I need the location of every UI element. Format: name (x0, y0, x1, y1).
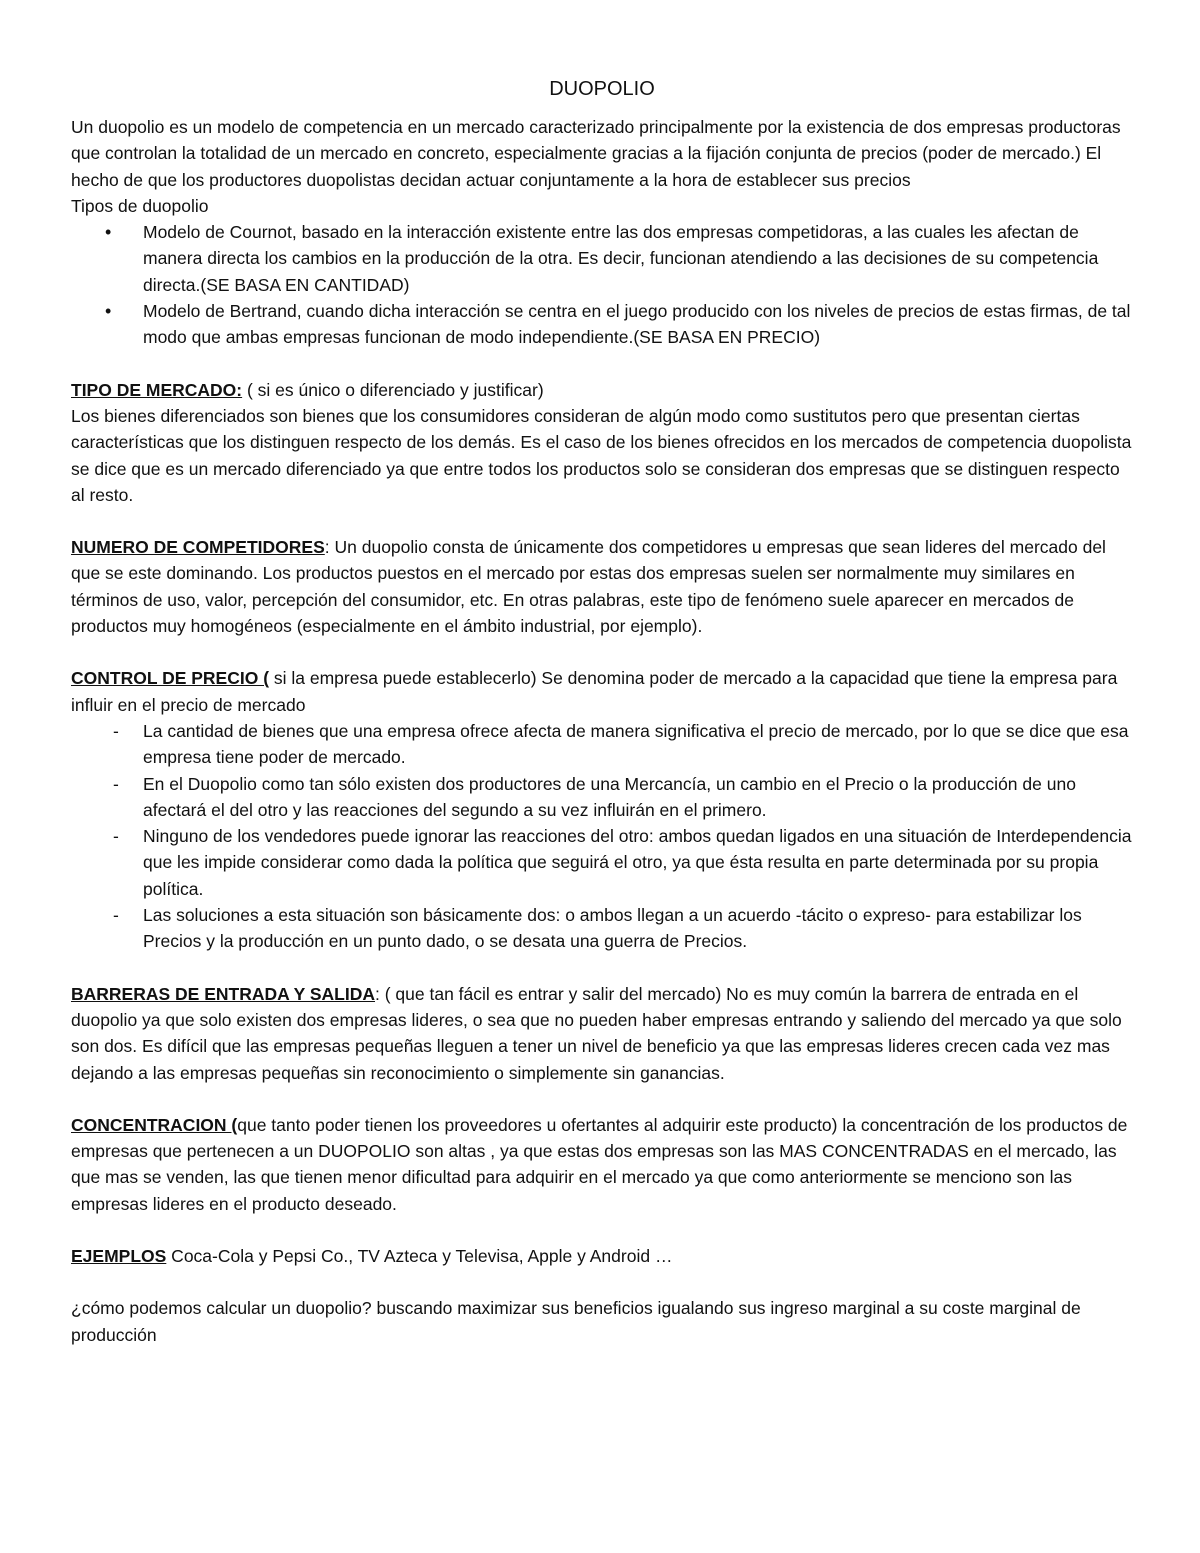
types-label: Tipos de duopolio (71, 195, 209, 216)
examples-section (71, 1243, 1133, 1269)
list-item: - En el Duopolio como tan sólo existen dos productores de una Mercancía, un cambio en el Precio o la producción de uno afectará el del otro y las reacciones del segundo a su vez influirán en el primero. (143, 771, 1133, 824)
concentration-heading: CONCENTRACION ( (71, 1114, 238, 1135)
list-item: • Modelo de Bertrand, cuando dicha interacción se centra en el juego producido con los niveles de precios de estas firmas, de tal modo que ambas empresas funcionan de modo independiente.(SE BASA EN PRECIO) (143, 298, 1133, 351)
barriers-body: : ( que tan fácil es entrar y salir del mercado) No es muy común la barrera de entrada en el duopolio ya que solo existen dos empresas lideres, o sea que no pueden haber empresas entrando y saliendo del mercado ya que solo son dos. Es difícil que las empresas pequeñas lleguen a tener un nivel de beneficio ya que las empresas lideres crecen cada vez mas dejando a las empresas pequeñas sin reconocimiento o simplemente sin ganancias. (71, 983, 1122, 1083)
list-item: - La cantidad de bienes que una empresa ofrece afecta de manera significativa el precio de mercado, por lo que se dice que esa empresa tiene poder de mercado. (143, 718, 1133, 771)
document-page (71, 74, 1133, 1348)
market-type-section (71, 377, 1133, 403)
market-type-subtitle: ( si es único o diferenciado y justificar) (242, 379, 544, 400)
list-item: - Ninguno de los vendedores puede ignorar las reacciones del otro: ambos quedan ligados en una situación de Interdependencia que les impide considerar como dada la política que seguirá el otro, ya que ésta resulta en parte determinada por su propia política. (143, 823, 1133, 902)
examples-heading: EJEMPLOS (71, 1245, 167, 1266)
calculation-paragraph: ¿cómo podemos calcular un duopolio? buscando maximizar sus beneficios igualando sus ingreso marginal a su coste marginal de producción (71, 1298, 1081, 1345)
concentration-body: que tanto poder tienen los proveedores u ofertantes al adquirir este producto) la concentración de los productos de empresas que pertenecen a un DUOPOLIO son altas , ya que estas dos empresas son las MAS CONCENTRADAS en el mercado, las que mas se venden, las que tienen menor dificultad para adquirir en el mercado ya que como anteriormente se menciono son las empresas lideres en el producto deseado. (71, 1114, 1128, 1214)
barriers-section (71, 981, 1133, 1086)
document-title: DUOPOLIO (549, 78, 655, 100)
barriers-heading: BARRERAS DE ENTRADA Y SALIDA (71, 983, 376, 1004)
intro-paragraph: Un duopolio es un modelo de competencia en un mercado caracterizado principalmente por la existencia de dos empresas productoras que controlan la totalidad de un mercado en concreto, especialmente gracias a la fijación conjunta de precios (poder de mercado.) El hecho de que los productores duopolistas decidan actuar conjuntamente a la hora de establecer sus precios (71, 117, 1121, 190)
price-control-body: si la empresa puede establecerlo) Se denomina poder de mercado a la capacidad que tiene la empresa para influir en el precio de mercado (71, 668, 1118, 715)
list-item: • Modelo de Cournot, basado en la interacción existente entre las dos empresas competidoras, a las cuales les afectan de manera directa los cambios en la producción de la otra. Es decir, funcionan atendiendo a las decisiones de su competencia directa.(SE BASA EN CANTIDAD) (143, 219, 1133, 298)
price-control-section (71, 665, 1133, 718)
competitors-body: : Un duopolio consta de únicamente dos competidores u empresas que sean lideres del mercado del que se este dominando. Los productos puestos en el mercado por estas dos empresas suelen ser normalmente muy similares en términos de uso, valor, percepción del consumidor, etc. En otras palabras, este tipo de fenómeno suele aparecer en mercados de productos muy homogéneos (especialmente en el ámbito industrial, por ejemplo). (71, 537, 1106, 637)
market-type-heading: TIPO DE MERCADO: (71, 379, 243, 400)
price-control-heading: CONTROL DE PRECIO ( (71, 668, 270, 689)
list-item: - Las soluciones a esta situación son básicamente dos: o ambos llegan a un acuerdo -tácito o expreso- para estabilizar los Precios y la producción en un punto dado, o se desata una guerra de Precios. (143, 902, 1133, 955)
market-type-body: Los bienes diferenciados son bienes que los consumidores consideran de algún modo como sustitutos pero que presentan ciertas características que los distinguen respecto de los demás. Es el caso de los bienes ofrecidos en los mercados de competencia duopolista se dice que es un mercado diferenciado ya que entre todos los productos solo se consideran dos empresas que se distinguen respecto al resto. (71, 405, 1132, 505)
duopoly-types-list (71, 219, 1133, 350)
price-control-list (71, 718, 1133, 955)
competitors-section (71, 534, 1133, 639)
competitors-heading: NUMERO DE COMPETIDORES (71, 537, 325, 558)
concentration-section (71, 1112, 1133, 1217)
examples-body: Coca-Cola y Pepsi Co., TV Azteca y Televisa, Apple y Android … (166, 1245, 673, 1266)
